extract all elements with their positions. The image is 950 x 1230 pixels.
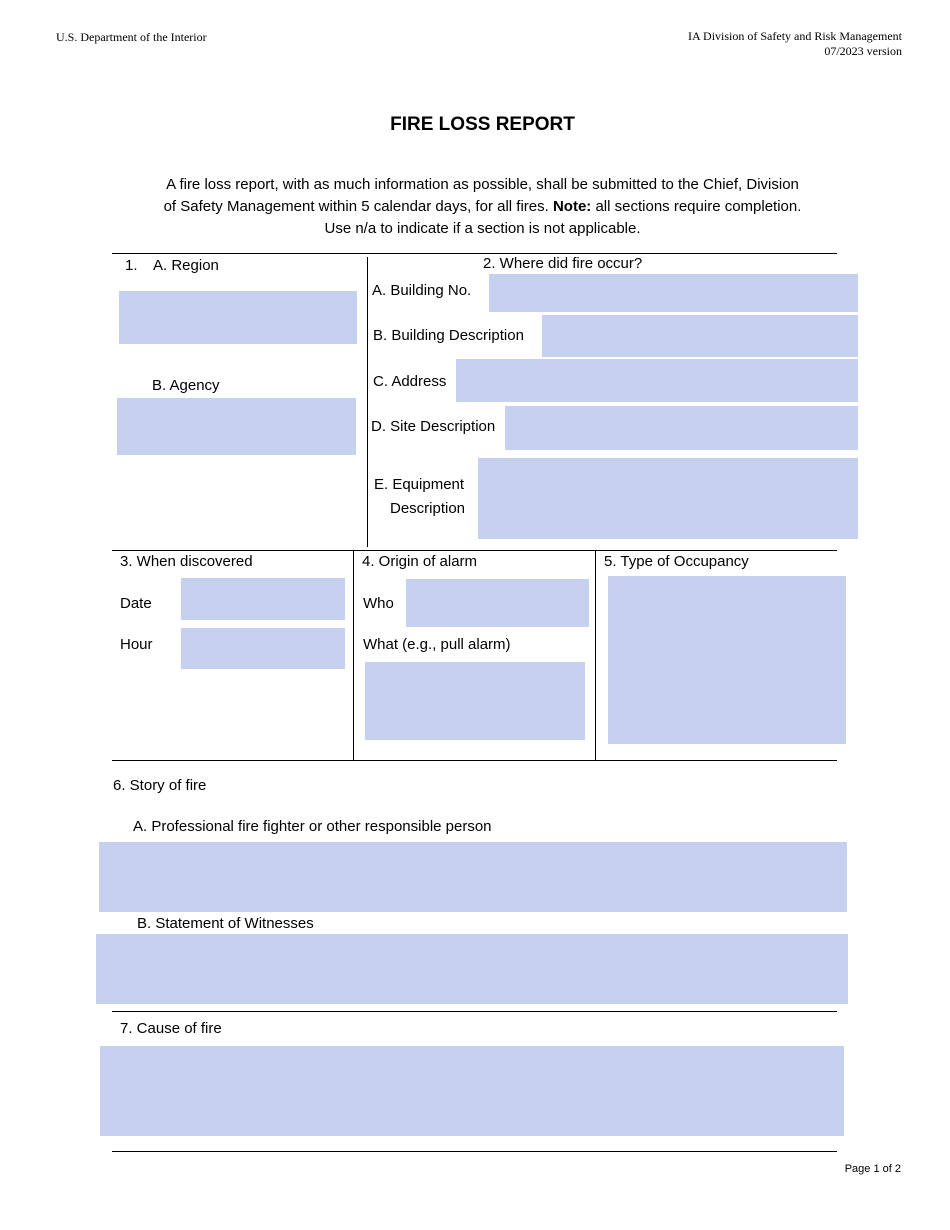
agency-field[interactable] [117,398,356,455]
address-field[interactable] [456,359,858,402]
hour-field[interactable] [181,628,345,669]
section-5-heading: 5. Type of Occupancy [604,553,749,570]
page-title: FIRE LOSS REPORT [390,114,575,135]
witnesses-label: B. Statement of Witnesses [137,915,314,932]
section-7-heading: 7. Cause of fire [120,1020,222,1037]
divider-sections-3-4 [353,550,354,760]
header-division [688,29,902,59]
equipment-label: E. Equipment [374,476,465,493]
building-no-label: A. Building No. [372,282,472,299]
intro-note-label: Note: [552,198,592,215]
intro-line-2-tail: all sections require completion. [595,198,802,215]
who-label: Who [363,595,394,612]
divider-row-3 [112,760,837,761]
what-field[interactable] [365,662,585,740]
professional-label: A. Professional fire fighter or other responsible person [133,818,492,835]
section-3-heading: 3. When discovered [120,553,253,570]
intro-line-1: A fire loss report, with as much information as possible, shall be submitted to the Chief, Division [166,176,799,193]
witnesses-statement-field[interactable] [96,934,848,1004]
equipment-description-field[interactable] [478,458,858,539]
building-description-label: B. Building Description [373,327,524,344]
site-description-field[interactable] [505,406,858,450]
intro-line-3: Use n/a to indicate if a section is not applicable. [324,220,641,237]
intro-line-2-text: of Safety Management within 5 calendar days, for all fires. [163,198,549,215]
divider-bottom [112,1151,837,1152]
header-version: 07/2023 version [824,44,902,58]
divider-row-2 [112,550,837,551]
intro-line-2 [100,196,865,218]
section-2-heading: 2. Where did fire occur? [483,255,643,272]
occupancy-type-field[interactable] [608,576,846,744]
address-label: C. Address [373,373,447,390]
region-label: A. Region [153,257,219,274]
region-field[interactable] [119,291,357,344]
hour-label: Hour [120,636,153,653]
page-number: Page 1 of 2 [844,1163,901,1175]
building-description-field[interactable] [542,315,858,357]
section-6-heading: 6. Story of fire [113,777,207,794]
section-1-number: 1. [125,257,138,274]
divider-row-4 [112,1011,837,1012]
section-4-heading: 4. Origin of alarm [362,553,478,570]
who-field[interactable] [406,579,589,627]
cause-of-fire-field[interactable] [100,1046,844,1136]
divider-sections-1-2 [367,257,368,547]
equipment-label-line-2: Description [390,500,466,517]
date-label: Date [120,595,152,612]
what-label: What (e.g., pull alarm) [363,636,511,653]
site-description-label: D. Site Description [371,418,496,435]
date-field[interactable] [181,578,345,620]
divider-top [112,253,837,254]
agency-label: B. Agency [152,377,220,394]
divider-sections-4-5 [595,550,596,760]
header-division-name: IA Division of Safety and Risk Management [688,29,902,43]
professional-statement-field[interactable] [99,842,847,912]
header-agency: U.S. Department of the Interior [56,30,207,44]
building-no-field[interactable] [489,274,858,312]
intro-paragraph [100,174,865,240]
